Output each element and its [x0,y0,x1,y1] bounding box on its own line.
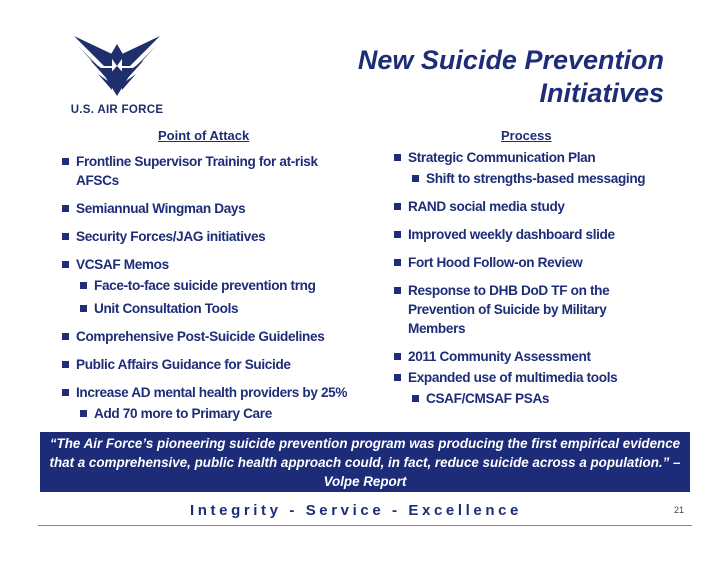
list-item: Strategic Communication Plan [390,148,690,167]
list-subitem: CSAF/CMSAF PSAs [408,389,690,408]
quote-box: “The Air Force’s pioneering suicide prevention program was producing the first empirical evidence that a comprehensive, public health approach could, in fact, reduce suicide across a population.” – Volpe Report [40,432,690,492]
list-subitem: Face-to-face suicide prevention trng [76,276,358,295]
list-item: Increase AD mental health providers by 25% [58,383,358,402]
list-item: Frontline Supervisor Training for at-risk AFSCs [58,152,358,190]
bullet-icon [62,233,69,240]
logo-text: U.S. AIR FORCE [70,104,164,116]
bullet-icon [62,361,69,368]
slide-title: New Suicide Prevention Initiatives [357,45,664,108]
bullet-icon [80,282,87,289]
list-subitem: Unit Consultation Tools [76,299,358,318]
bullet-icon [62,158,69,165]
bullet-icon [62,261,69,268]
footer [0,502,728,520]
footer-tagline: Integrity - Service - Excellence [190,502,522,519]
bullet-icon [394,203,401,210]
bullet-icon [394,287,401,294]
point-of-attack-list [58,152,358,427]
footer-divider [38,525,692,526]
bullet-icon [412,175,419,182]
bullet-icon [394,231,401,238]
right-column-heading: Process [501,128,552,143]
list-subitem: Add 70 more to Primary Care [76,404,358,423]
bullet-icon [394,374,401,381]
air-force-logo [62,36,172,126]
bullet-icon [62,205,69,212]
list-subitem: Shift to strengths-based messaging [408,169,690,188]
bullet-icon [80,305,87,312]
list-item: Public Affairs Guidance for Suicide [58,355,358,374]
list-item: RAND social media study [390,197,690,216]
list-item: Security Forces/JAG initiatives [58,227,358,246]
air-force-wings-icon [74,36,160,100]
bullet-icon [394,154,401,161]
list-item: Improved weekly dashboard slide [390,225,690,244]
list-item: Response to DHB DoD TF on the Prevention of Suicide by Military Members [390,281,630,338]
bullet-icon [80,410,87,417]
bullet-icon [62,333,69,340]
bullet-icon [412,395,419,402]
list-item: Expanded use of multimedia tools [390,368,690,387]
list-item: Fort Hood Follow-on Review [390,253,690,272]
bullet-icon [394,259,401,266]
page-number: 21 [673,505,684,515]
bullet-icon [394,353,401,360]
list-item: Semiannual Wingman Days [58,199,358,218]
list-item: VCSAF Memos [58,255,358,274]
bullet-icon [62,389,69,396]
process-list [390,148,690,412]
list-item: 2011 Community Assessment [390,347,690,366]
left-column-heading: Point of Attack [158,128,250,143]
list-item: Comprehensive Post-Suicide Guidelines [58,327,358,346]
